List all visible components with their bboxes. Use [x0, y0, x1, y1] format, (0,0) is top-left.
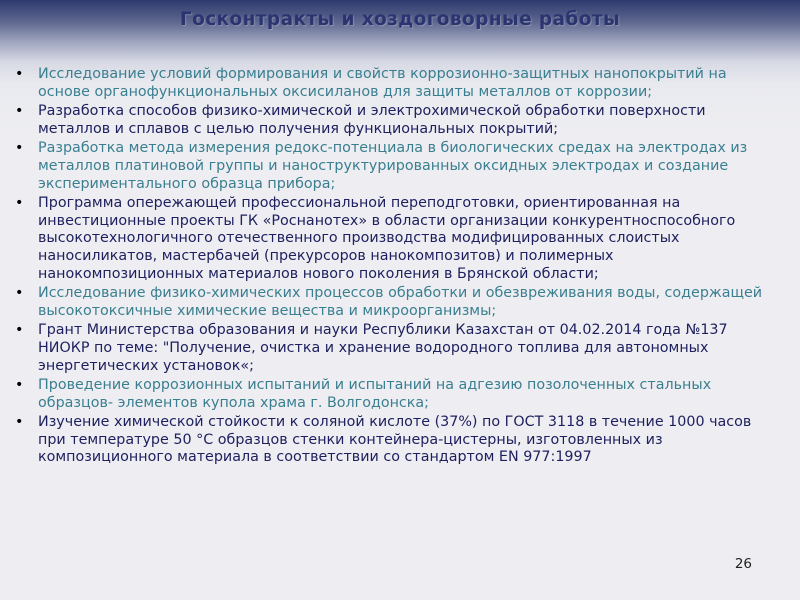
bullet-item — [14, 140, 774, 193]
bullet-text: Исследование физико-химических процессов обработки и обезвреживания воды, содержащей высокотоксичные химические вещества и микроорганизмы; — [38, 285, 763, 319]
bullet-text: Исследование условий формирования и свойств коррозионно-защитных нанопокрытий на основе органофункциональных оксисиланов для защиты металлов от коррозии; — [38, 66, 727, 100]
bullet-text: Изучение химической стойкости к соляной кислоте (37%) по ГОСТ 3118 в течение 1000 часов при температуре 50 °С образцов стенки контейнера-цистерны, изготовленных из композиционного материала в соответствии со стандартом EN 977:1997 — [38, 414, 752, 466]
bullet-text: Проведение коррозионных испытаний и испытаний на адгезию позолоченных стальных образцов- элементов купола храма г. Волгодонска; — [38, 377, 712, 411]
bullet-item — [14, 103, 774, 138]
bullet-item — [14, 322, 774, 375]
bullet-list — [14, 66, 774, 469]
bullet-text: Программа опережающей профессиональной переподготовки, ориентированная на инвестиционные проекты ГК «Роснанотех» в области организации конкурентноспособного высокотехнологичного отечественного производства модифицированных слоистых наносиликатов, мастербачей (прекурсоров нанокомпозитов) и полимерных нанокомпозиционных материалов нового поколения в Брянской области; — [38, 195, 736, 282]
bullet-text: Разработка способов физико-химической и электрохимической обработки поверхности металлов и сплавов с целью получения функциональных покрытий; — [38, 103, 706, 137]
bullet-item — [14, 285, 774, 320]
bullet-dot-icon: • — [15, 195, 24, 212]
bullet-dot-icon: • — [15, 285, 24, 302]
bullet-item — [14, 377, 774, 412]
bullet-item — [14, 195, 774, 283]
bullet-dot-icon: • — [15, 66, 24, 82]
bullet-item — [14, 414, 774, 467]
bullet-text: Грант Министерства образования и науки Республики Казахстан от 04.02.2014 года №137 НИОКР по теме: "Получение, очистка и хранение водородного топлива для автономных энергетических установок«; — [38, 322, 728, 374]
bullet-text: Разработка метода измерения редокс-потенциала в биологических средах на электродах из металлов платиновой группы и наноструктурированных оксидных электродах и создание экспериментального образца прибора; — [38, 140, 748, 192]
bullet-dot-icon: • — [15, 140, 24, 157]
bullet-item — [14, 66, 774, 101]
bullet-dot-icon: • — [15, 414, 24, 431]
slide-title: Госконтракты и хоздоговорные работы — [179, 9, 621, 30]
slide-number: 26 — [734, 556, 752, 572]
bullet-dot-icon: • — [15, 103, 24, 120]
bullet-dot-icon: • — [15, 377, 24, 394]
bullet-dot-icon: • — [15, 322, 24, 339]
